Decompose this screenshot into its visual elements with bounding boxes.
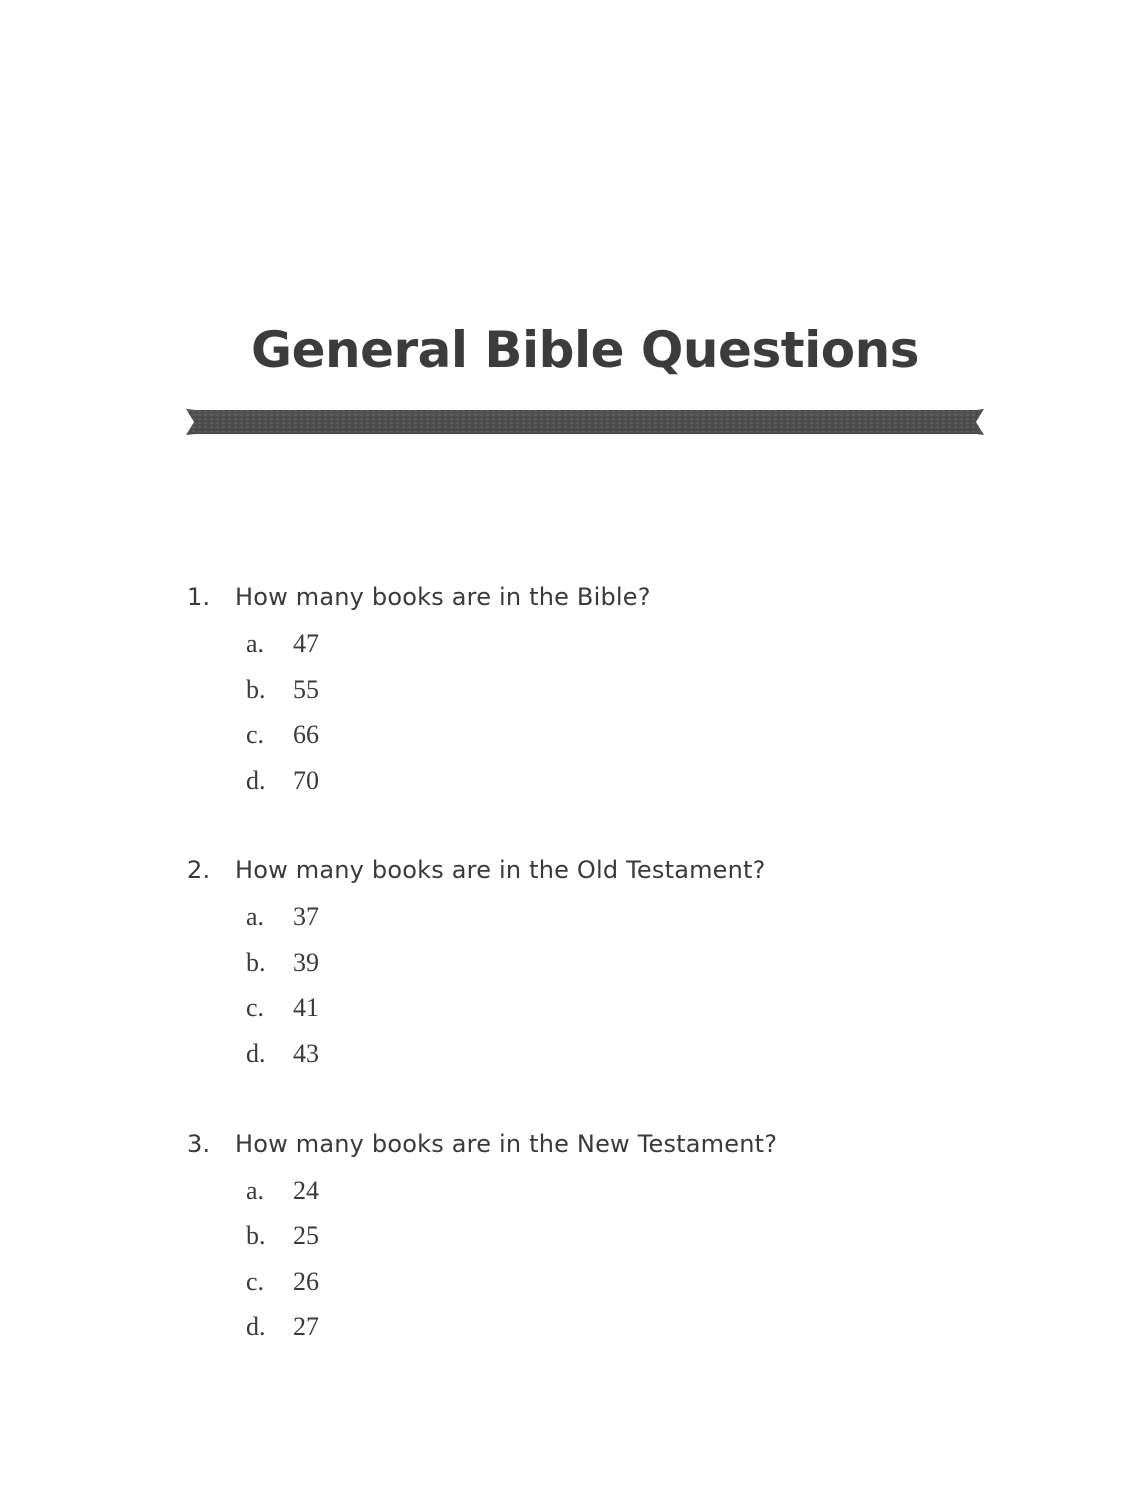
- question-number: 3.: [187, 1130, 211, 1158]
- option-value: 25: [293, 1221, 319, 1250]
- option-letter: c.: [246, 720, 265, 749]
- option-letter: c.: [246, 993, 265, 1022]
- question-number: 1.: [187, 583, 211, 611]
- option-value: 27: [293, 1312, 319, 1341]
- option-value: 66: [293, 720, 319, 749]
- question-text: How many books are in the Bible?: [235, 583, 651, 611]
- option-letter: a.: [246, 1176, 265, 1205]
- option-value: 39: [293, 948, 319, 977]
- option-value: 41: [293, 993, 319, 1022]
- option-value: 47: [293, 629, 319, 658]
- title-ribbon-divider: [186, 407, 984, 437]
- option-letter: b.: [246, 675, 266, 704]
- option-letter: b.: [246, 1221, 266, 1250]
- option-value: 55: [293, 675, 319, 704]
- question-text: How many books are in the Old Testament?: [235, 856, 766, 884]
- option-letter: b.: [246, 948, 266, 977]
- option-letter: d.: [246, 766, 266, 795]
- option-value: 37: [293, 902, 319, 931]
- question-number: 2.: [187, 856, 211, 884]
- option-letter: a.: [246, 629, 265, 658]
- question-text: How many books are in the New Testament?: [235, 1130, 778, 1158]
- option-value: 26: [293, 1267, 319, 1296]
- option-letter: a.: [246, 902, 265, 931]
- option-value: 24: [293, 1176, 319, 1205]
- option-value: 70: [293, 766, 319, 795]
- option-letter: d.: [246, 1039, 266, 1068]
- option-value: 43: [293, 1039, 319, 1068]
- option-letter: c.: [246, 1267, 265, 1296]
- option-letter: d.: [246, 1312, 266, 1341]
- page-title: General Bible Questions: [251, 321, 919, 379]
